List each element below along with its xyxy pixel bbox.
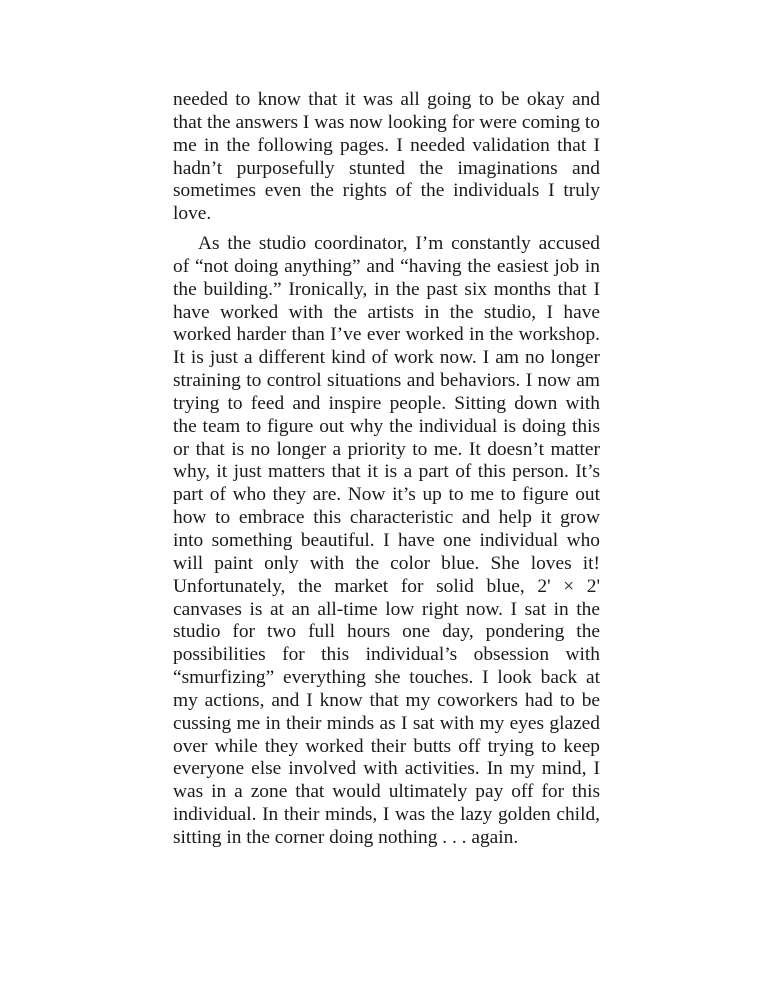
paragraph-continuation: needed to know that it was all going to be okay and that the answers I was now looking for were coming to me in the following pages. I needed validation that I hadn’t purposefully stunted the imaginations and sometimes even the rights of the individuals I truly love. — [173, 89, 600, 225]
paragraph-studio-coordinator: As the studio coordinator, I’m constantly accused of “not doing anything” and “having the easiest job in the building.” Ironically, in the past six months that I have worked with the artists in the studio, I have worked harder than I’ve ever worked in the workshop. It is just a different kind of work now. I am no longer straining to control situations and behaviors. I now am trying to feed and inspire people. Sitting down with the team to figure out why the individual is doing this or that is no longer a priority to me. It doesn’t matter why, it just matters that it is a part of this person. It’s part of who they are. Now it’s up to me to figure out how to embrace this characteristic and help it grow into something beautiful. I have one individual who will paint only with the color blue. She loves it! Unfortunately, the market for solid blue, 2' × 2' canvases is at an all-time low right now. I sat in the studio for two full hours one day, pondering the possibilities for this individual’s obsession with “smurfizing” everything she touches. I look back at my actions, and I know that my coworkers had to be cussing me in their minds as I sat with my eyes glazed over while they worked their butts off trying to keep everyone else involved with activities. In my mind, I was in a zone that would ultimately pay off for this individual. In their minds, I was the lazy golden child, sitting in the corner doing nothing . . . again. — [173, 233, 600, 848]
